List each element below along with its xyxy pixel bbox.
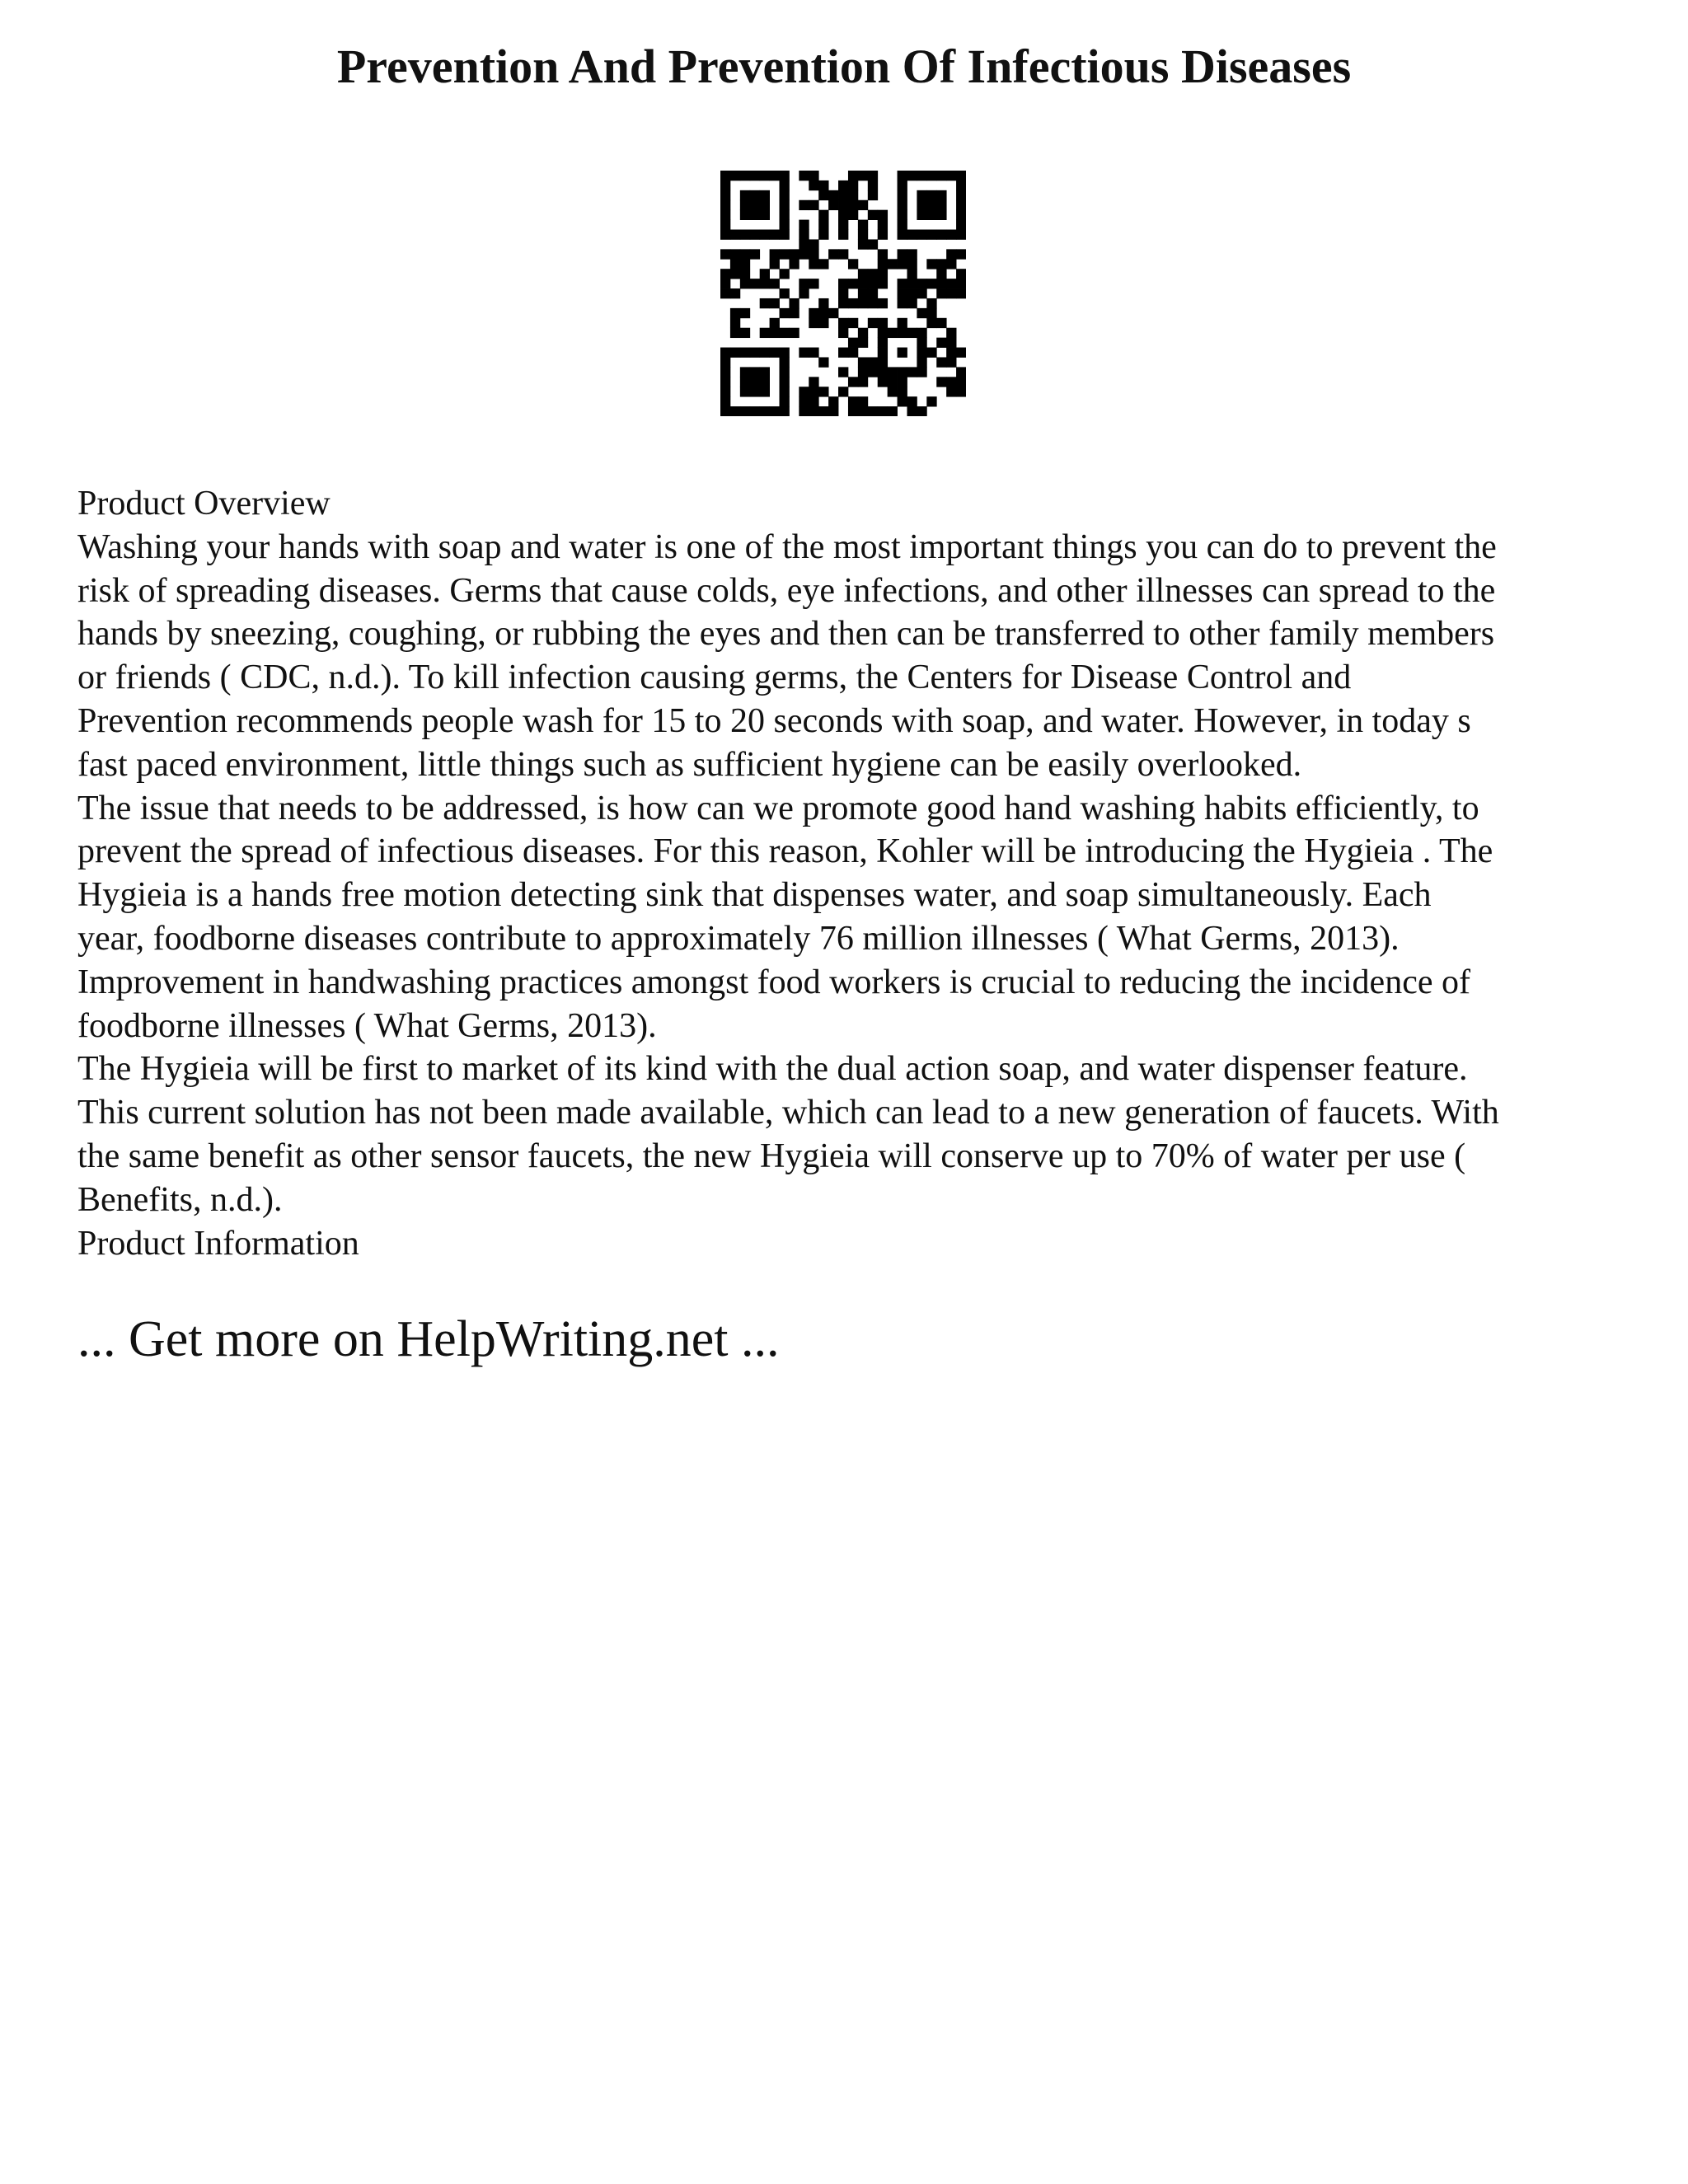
get-more-link[interactable]: ... Get more on HelpWriting.net ... [77, 1311, 780, 1367]
body-line: Improvement in handwashing practices amongst food workers is crucial to reducing the incidence of [77, 963, 1470, 1001]
body-line: or friends ( CDC, n.d.). To kill infection causing germs, the Centers for Disease Control and [77, 658, 1352, 697]
body-line: foodborne illnesses ( What Germs, 2013). [77, 1006, 657, 1045]
body-line: year, foodborne diseases contribute to approximately 76 million illnesses ( What Germs, 2013). [77, 919, 1400, 958]
body-line: The issue that needs to be addressed, is how can we promote good hand washing habits efficiently, to [77, 789, 1479, 827]
body-line: risk of spreading diseases. Germs that cause colds, eye infections, and other illnesses can spread to the [77, 571, 1496, 610]
body-line: This current solution has not been made available, which can lead to a new generation of faucets. With [77, 1094, 1499, 1132]
body-line: Washing your hands with soap and water is one of the most important things you can do to prevent the [77, 527, 1497, 566]
document-body [77, 482, 1643, 1265]
body-line: Benefits, n.d.). [77, 1180, 283, 1219]
body-line: Prevention recommends people wash for 15 to 20 seconds with soap, and water. However, in today s [77, 701, 1471, 740]
body-line: prevent the spread of infectious diseases. For this reason, Kohler will be introducing the Hygieia . The [77, 832, 1493, 871]
body-line: The Hygieia will be first to market of its kind with the dual action soap, and water dispenser feature. [77, 1050, 1468, 1089]
body-line: Hygieia is a hands free motion detecting sink that dispenses water, and soap simultaneously. Each [77, 876, 1432, 915]
qr-code-icon [720, 171, 966, 416]
document-title: Prevention And Prevention Of Infectious Diseases [336, 40, 1352, 93]
body-line: the same benefit as other sensor faucets, the new Hygieia will conserve up to 70% of water per use ( [77, 1137, 1466, 1175]
section-heading-product-overview: Product Overview [77, 485, 331, 523]
section-heading-product-information: Product Information [77, 1224, 359, 1263]
body-line: fast paced environment, little things such as sufficient hygiene can be easily overlooked. [77, 745, 1302, 784]
body-line: hands by sneezing, coughing, or rubbing the eyes and then can be transferred to other family members [77, 615, 1495, 654]
